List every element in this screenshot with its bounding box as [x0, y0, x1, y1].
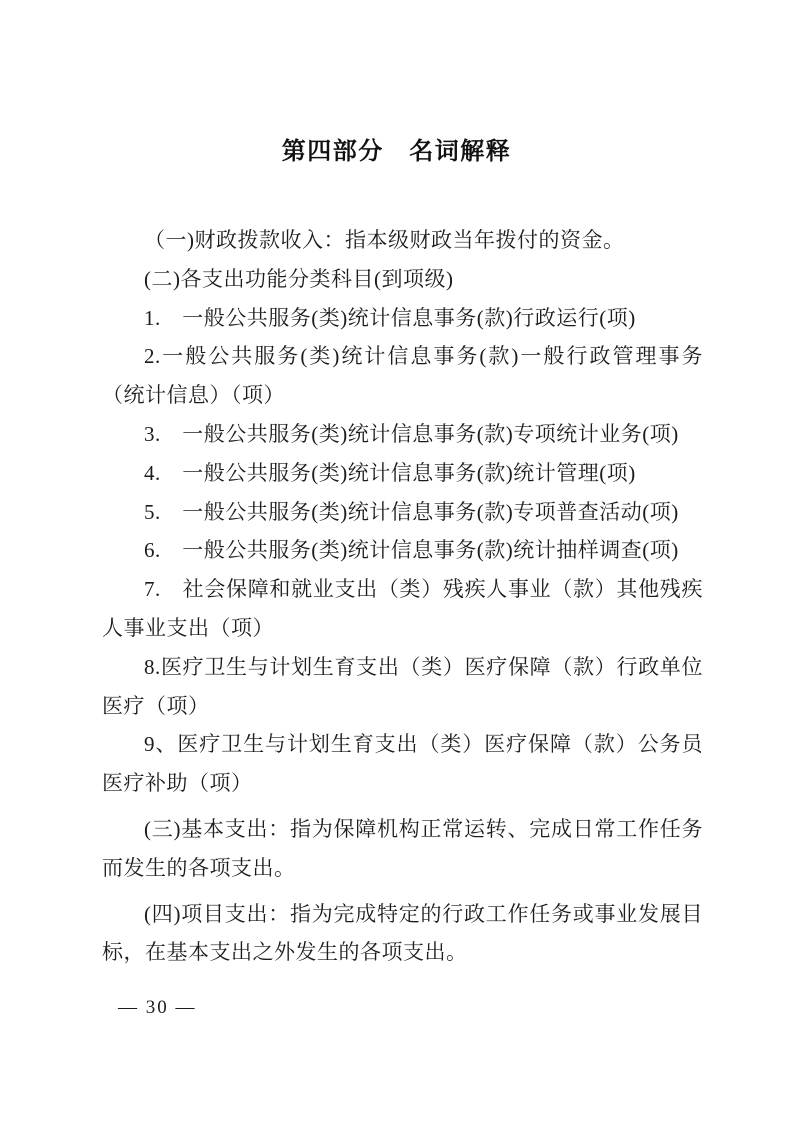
paragraph-item-4: 4. 一般公共服务(类)统计信息事务(款)统计管理(项) — [144, 460, 636, 485]
paragraph-item-8: 8.医疗卫生与计划生育支出（类）医疗保障（款）行政单位医疗（项） — [102, 654, 703, 718]
paragraph-item-9: 9、医疗卫生与计划生育支出（类）医疗保障（款）公务员医疗补助（项） — [102, 732, 703, 796]
paragraph-item-1: 1. 一般公共服务(类)统计信息事务(款)行政运行(项) — [144, 305, 636, 330]
paragraph-item-2: 2.一般公共服务(类)统计信息事务(款)一般行政管理事务（统计信息）（项） — [102, 344, 703, 408]
document-body — [102, 221, 703, 972]
page-title: 第四部分 名词解释 — [281, 138, 512, 165]
paragraph-item-3: 3. 一般公共服务(类)统计信息事务(款)专项统计业务(项) — [144, 421, 679, 446]
paragraph-expenditure-function-categories: (二)各支出功能分类科目(到项级) — [144, 266, 454, 291]
paragraph-fiscal-appropriation-income: （一)财政拨款收入：指本级财政当年拨付的资金。 — [144, 228, 625, 252]
paragraph-item-7: 7. 社会保障和就业支出（类）残疾人事业（款）其他残疾人事业支出（项） — [102, 577, 703, 640]
paragraph-item-5: 5. 一般公共服务(类)统计信息事务(款)专项普查活动(项) — [144, 499, 679, 524]
page-number — [118, 997, 197, 1019]
page-number-text: — 30 — — [118, 997, 197, 1018]
paragraph-basic-expenditure: (三)基本支出：指为保障机构正常运转、完成日常工作任务而发生的各项支出。 — [102, 816, 703, 880]
paragraph-item-6: 6. 一般公共服务(类)统计信息事务(款)统计抽样调查(项) — [144, 538, 679, 563]
paragraph-project-expenditure: (四)项目支出：指为完成特定的行政工作任务或事业发展目标，在基本支出之外发生的各项支出。 — [102, 901, 703, 965]
